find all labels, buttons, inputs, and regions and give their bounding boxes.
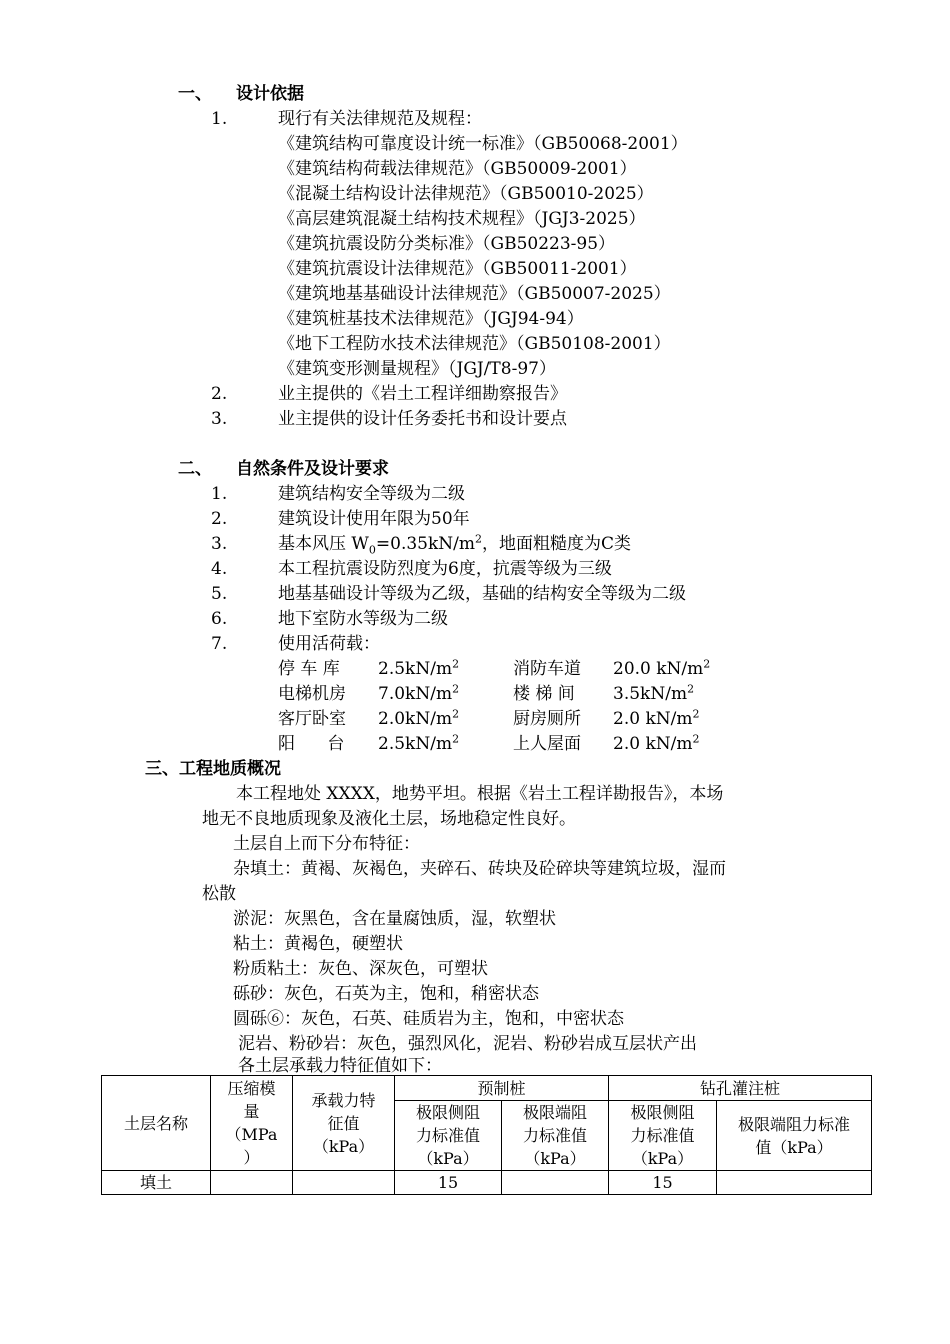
header-precast-pile xyxy=(395,1076,609,1101)
header-text: 钻孔灌注桩 xyxy=(700,1078,781,1098)
wind-text-c: ，地面粗糙度为C类 xyxy=(482,534,632,554)
list-item: 业主提供的设计任务委托书和设计要点 xyxy=(278,409,567,429)
wind-superscript: 2 xyxy=(475,532,483,546)
list-number: 3. xyxy=(211,409,228,429)
header-text: 征值 xyxy=(327,1113,360,1133)
list-number: 2. xyxy=(211,384,228,404)
header-text: 值（kPa） xyxy=(755,1137,833,1157)
list-item: 现行有关法律规范及规程： xyxy=(278,109,482,129)
section-1-title: 设计依据 xyxy=(236,84,304,104)
load-value xyxy=(378,708,459,730)
paragraph-line: 地无不良地质现象及液化土层，场地稳定性良好。 xyxy=(202,809,576,829)
load-value xyxy=(613,658,710,680)
paragraph-line: 粉质粘土：灰色、深灰色，可塑状 xyxy=(233,959,488,979)
load-name: 电梯机房 xyxy=(278,684,346,704)
load-value-text: 2.5kN/m xyxy=(378,659,453,679)
header-text: 力标准值 xyxy=(415,1126,480,1145)
code-reference: 《混凝土结构设计法律规范》（GB50010-2025） xyxy=(278,184,654,204)
paragraph-line: 粘土：黄褐色，硬塑状 xyxy=(233,934,403,954)
header-text: （kPa） xyxy=(312,1136,375,1156)
header-bored-pile xyxy=(609,1076,872,1101)
header-text: 力标准值 xyxy=(523,1126,588,1145)
paragraph-line: 砾砂：灰色，石英为主，饱和，稍密状态 xyxy=(233,984,539,1004)
wind-subscript: 0 xyxy=(368,543,376,557)
load-name: 厨房厕所 xyxy=(513,709,581,729)
header-text: 极限侧阻 xyxy=(630,1103,695,1122)
load-value-text: 2.0 kN/m xyxy=(613,734,693,754)
list-item: 本工程抗震设防烈度为6度，抗震等级为三级 xyxy=(278,559,612,579)
load-value xyxy=(613,708,699,730)
wind-text-a: 基本风压 W xyxy=(278,534,369,554)
header-text: 极限侧阻 xyxy=(415,1103,480,1122)
header-text: ） xyxy=(243,1148,260,1167)
superscript: 2 xyxy=(452,657,460,671)
header-text: 极限端阻力标准 xyxy=(738,1114,851,1134)
code-reference: 《建筑桩基技术法律规范》（JGJ94-94） xyxy=(278,309,584,329)
cell-modulus xyxy=(211,1171,293,1195)
list-item: 业主提供的《岩土工程详细勘察报告》 xyxy=(278,384,567,404)
header-text: 力标准值 xyxy=(630,1126,695,1145)
list-number: 6. xyxy=(211,609,228,629)
load-value-text: 20.0 kN/m xyxy=(613,659,704,679)
paragraph-line: 泥岩、粉砂岩：灰色，强烈风化，泥岩、粉砂岩成互层状产出 xyxy=(238,1034,697,1054)
cell-bored-end xyxy=(717,1171,872,1195)
header-precast-end xyxy=(502,1101,609,1171)
load-value xyxy=(378,733,459,755)
code-reference: 《建筑抗震设计法律规范》（GB50011-2001） xyxy=(278,259,637,279)
superscript: 2 xyxy=(692,707,700,721)
section-2-title: 自然条件及设计要求 xyxy=(236,459,389,479)
header-text: （kPa） xyxy=(524,1149,586,1168)
wind-text-b: =0.35kN/m xyxy=(375,534,476,554)
list-number: 4. xyxy=(211,559,228,579)
header-text: 量 xyxy=(243,1102,260,1121)
header-bored-end xyxy=(717,1101,872,1171)
load-value xyxy=(378,683,459,705)
load-value-text: 2.5kN/m xyxy=(378,734,453,754)
list-item: 建筑设计使用年限为50年 xyxy=(278,509,470,529)
load-name: 楼 梯 间 xyxy=(513,684,575,704)
list-item: 使用活荷载： xyxy=(278,634,380,654)
paragraph-line: 各土层承载力特征值如下： xyxy=(238,1056,442,1076)
list-number: 5. xyxy=(211,584,228,604)
list-number: 7. xyxy=(211,634,228,654)
code-reference: 《建筑结构可靠度设计统一标准》（GB50068-2001） xyxy=(278,134,688,154)
load-value-text: 2.0kN/m xyxy=(378,709,453,729)
header-soil-name xyxy=(102,1076,211,1171)
code-reference: 《建筑抗震设防分类标准》（GB50223-95） xyxy=(278,234,616,254)
load-name: 消防车道 xyxy=(513,659,581,679)
list-number: 1. xyxy=(211,109,228,129)
paragraph-line: 松散 xyxy=(202,884,236,904)
superscript: 2 xyxy=(687,682,695,696)
list-item xyxy=(278,533,631,555)
cell-soil-name: 填土 xyxy=(102,1171,211,1195)
cell-bored-side: 15 xyxy=(609,1171,717,1195)
paragraph-line: 本工程地处 XXXX，地势平坦。根据《岩土工程详勘报告》，本场 xyxy=(236,784,724,804)
soil-bearing-table xyxy=(101,1075,872,1195)
code-reference: 《建筑变形测量规程》（JGJ/T8-97） xyxy=(278,359,556,379)
header-text: 极限端阻 xyxy=(523,1103,588,1122)
header-text: （kPa） xyxy=(417,1149,479,1168)
superscript: 2 xyxy=(452,682,460,696)
cell-precast-end xyxy=(502,1171,609,1195)
load-value-text: 3.5kN/m xyxy=(613,684,688,704)
code-reference: 《建筑结构荷载法律规范》（GB50009-2001） xyxy=(278,159,637,179)
header-text: 承载力特 xyxy=(311,1090,376,1110)
list-item: 地下室防水等级为二级 xyxy=(278,609,448,629)
cell-bearing-capacity xyxy=(293,1171,395,1195)
code-reference: 《高层建筑混凝土结构技术规程》（JGJ3-2025） xyxy=(278,209,646,229)
section-1-number: 一、 xyxy=(178,84,212,104)
load-value xyxy=(613,733,699,755)
header-text: 土层名称 xyxy=(123,1113,188,1133)
paragraph-line: 杂填土：黄褐、灰褐色，夹碎石、砖块及砼碎块等建筑垃圾，湿而 xyxy=(233,859,726,879)
load-value-text: 7.0kN/m xyxy=(378,684,453,704)
table-row xyxy=(102,1171,872,1195)
load-name: 客厅卧室 xyxy=(278,709,346,729)
superscript: 2 xyxy=(452,732,460,746)
superscript: 2 xyxy=(452,707,460,721)
cell-precast-side: 15 xyxy=(395,1171,502,1195)
load-name: 停 车 库 xyxy=(278,659,340,679)
header-bearing-capacity xyxy=(293,1076,395,1171)
section-2-number: 二、 xyxy=(178,459,212,479)
header-precast-side xyxy=(395,1101,502,1171)
superscript: 2 xyxy=(692,732,700,746)
superscript: 2 xyxy=(703,657,711,671)
header-text: （MPa xyxy=(225,1125,278,1144)
list-number: 3. xyxy=(211,534,228,554)
list-item: 建筑结构安全等级为二级 xyxy=(278,484,465,504)
paragraph-line: 圆砾⑥：灰色，石英、硅质岩为主，饱和，中密状态 xyxy=(233,1009,624,1029)
code-reference: 《地下工程防水技术法律规范》（GB50108-2001） xyxy=(278,334,671,354)
load-value-text: 2.0 kN/m xyxy=(613,709,693,729)
header-modulus xyxy=(211,1076,293,1171)
load-name: 阳 台 xyxy=(278,734,345,754)
section-3-title: 三、工程地质概况 xyxy=(145,759,281,779)
header-text: （kPa） xyxy=(631,1149,694,1168)
list-number: 1. xyxy=(211,484,228,504)
list-item: 地基基础设计等级为乙级，基础的结构安全等级为二级 xyxy=(278,584,686,604)
header-text: 预制桩 xyxy=(477,1078,526,1098)
header-bored-side xyxy=(609,1101,717,1171)
list-number: 2. xyxy=(211,509,228,529)
paragraph-line: 土层自上而下分布特征： xyxy=(233,834,420,854)
load-value xyxy=(613,683,694,705)
header-text: 压缩模 xyxy=(227,1079,276,1098)
load-name: 上人屋面 xyxy=(513,734,581,754)
code-reference: 《建筑地基基础设计法律规范》（GB50007-2025） xyxy=(278,284,671,304)
paragraph-line: 淤泥：灰黑色，含在量腐蚀质，湿，软塑状 xyxy=(233,909,556,929)
load-value xyxy=(378,658,459,680)
